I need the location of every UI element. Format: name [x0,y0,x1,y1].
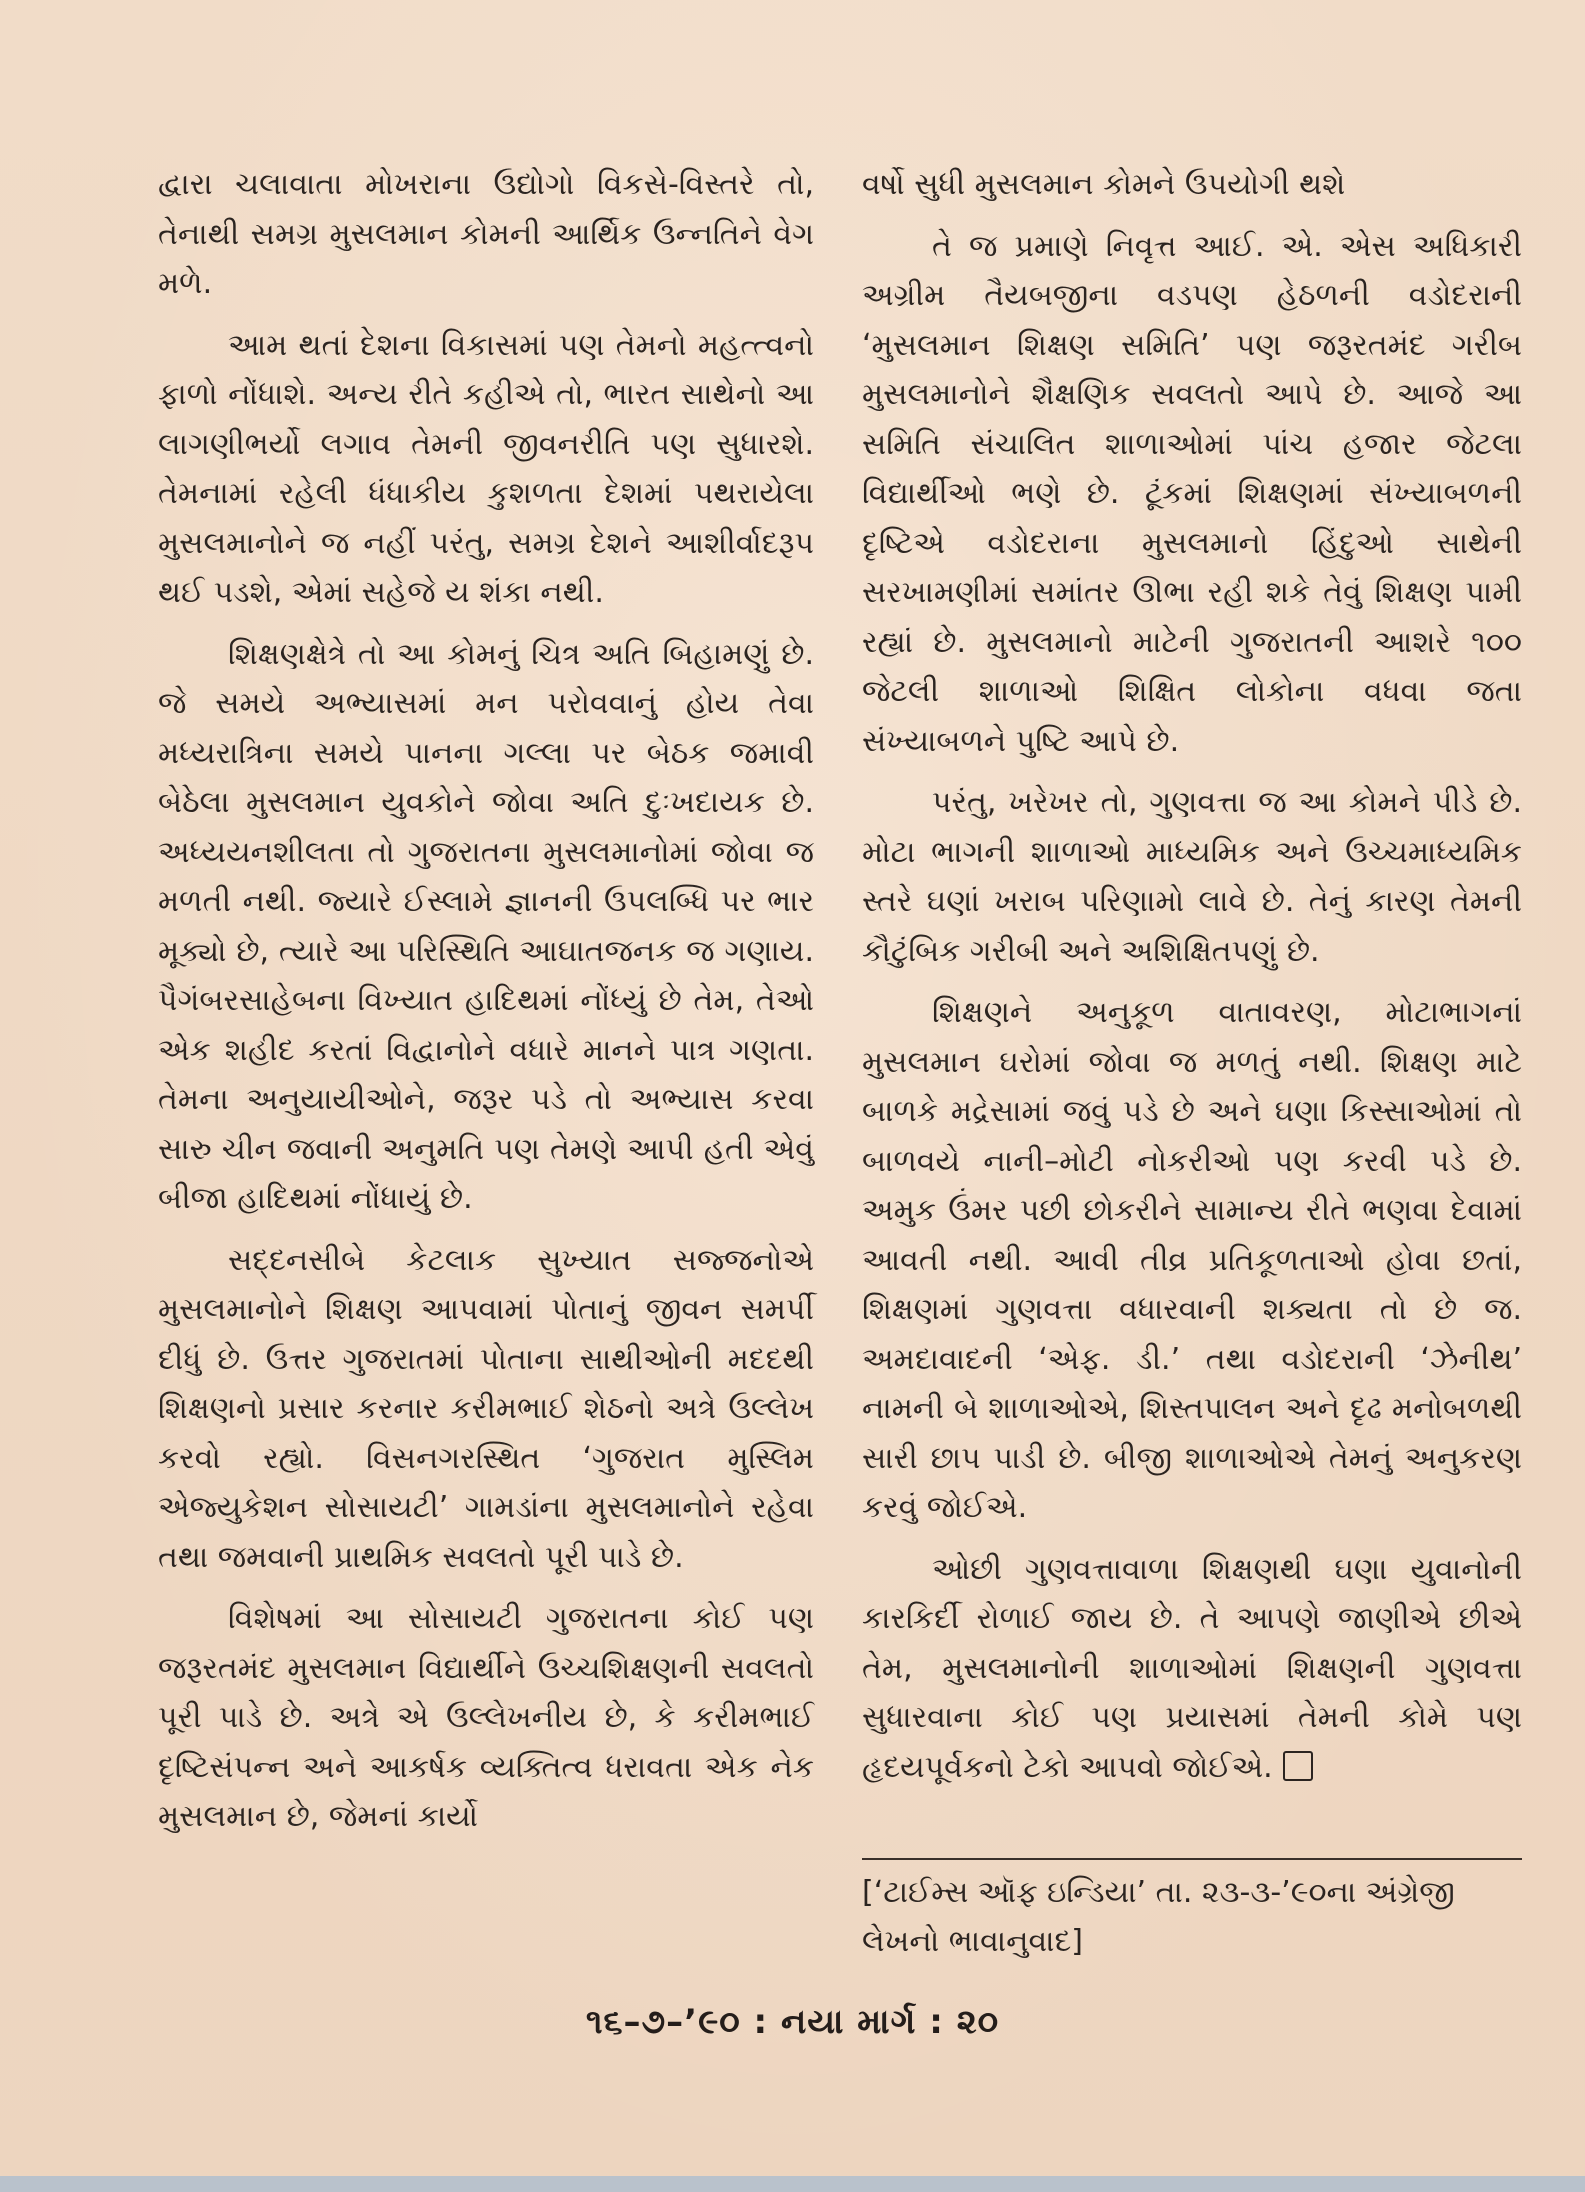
paragraph: શિક્ષણને અનુકૂળ વાતાવરણ, મોટાભાગનાં મુસલમાન ઘરોમાં જોવા જ મળતું નથી. શિક્ષણ માટે બાળકે મદ્રેસામાં જવું પડે છે અને ઘણા કિસ્સાઓમાં તો બાળવયે નાની–મોટી નોકરીઓ પણ કરવી પડે છે. અમુક ઉંમર પછી છોકરીને સામાન્ય રીતે ભણવા દેવામાં આવતી નથી. આવી તીવ્ર પ્રતિકૂળતાઓ હોવા છતાં, શિક્ષણમાં ગુણવત્તા વધારવાની શક્યતા તો છે જ. અમદાવાદની ‘એફ. ડી.’ તથા વડોદરાની ‘ઝેનીથ’ નામની બે શાળાઓએ, શિસ્તપાલન અને દૃઢ મનોબળથી સારી છાપ પાડી છે. બીજી શાળાઓએ તેમનું અનુકરણ કરવું જોઈએ. [862,995,1522,1525]
last-paragraph [862,1545,1522,1793]
page-footer: ૧૬–૭–’૯૦ : નયા માર્ગ : ૨૦ [585,2002,1000,2042]
right-text-column [862,160,1522,1804]
paragraph: વિશેષમાં આ સોસાયટી ગુજરાતના કોઈ પણ જરૂરતમંદ મુસલમાન વિદ્યાર્થીને ઉચ્ચશિક્ષણની સવલતો પૂરી પાડે છે. અત્રે એ ઉલ્લેખનીય છે, કે કરીમભાઈ દૃષ્ટિસંપન્ન અને આકર્ષક વ્યક્તિત્વ ધરાવતા એક નેક મુસલમાન છે, જેમનાં કાર્યો [158,1601,815,1834]
divider-line [862,1858,1522,1860]
paragraph: આમ થતાં દેશના વિકાસમાં પણ તેમનો મહત્ત્વનો ફાળો નોંધાશે. અન્ય રીતે કહીએ તો, ભારત સાથેનો આ લાગણીભર્યો લગાવ તેમની જીવનરીતિ પણ સુધારશે. તેમનામાં રહેલી ધંધાકીય કુશળતા દેશમાં પથરાયેલા મુસલમાનોને જ નહીં પરંતુ, સમગ્ર દેશને આશીર્વાદરૂપ થઈ પડશે, એમાં સહેજે ય શંકા નથી. [158,327,814,610]
paragraph: પરંતુ, ખરેખર તો, ગુણવત્તા જ આ કોમને પીડે છે. મોટા ભાગની શાળાઓ માધ્યમિક અને ઉચ્ચમાધ્યમિક સ્તરે ઘણાં ખરાબ પરિણામો લાવે છે. તેનું કારણ તેમની કૌટુંબિક ગરીબી અને અશિક્ષિતપણું છે. [862,785,1522,969]
left-text-column [158,160,814,1854]
source-note: [‘ટાઈમ્સ ઑફ ઇન્ડિયા’ તા. ૨૩-૩-’૯૦ના અંગ્રેજી લેખનો ભાવાનુવાદ] [862,1875,1455,1959]
paragraph: શિક્ષણક્ષેત્રે તો આ કોમનું ચિત્ર અતિ બિહામણું છે. જે સમયે અભ્યાસમાં મન પરોવવાનું હોય તેવા મધ્યરાત્રિના સમયે પાનના ગલ્લા પર બેઠક જમાવી બેઠેલા મુસલમાન યુવકોને જોવા અતિ દુઃખદાયક છે. અધ્યયનશીલતા તો ગુજરાતના મુસલમાનોમાં જોવા જ મળતી નથી. જ્યારે ઈસ્લામે જ્ઞાનની ઉપલબ્ધિ પર ભાર મૂક્યો છે, ત્યારે આ પરિસ્થિતિ આઘાતજનક જ ગણાય. પૈગંબરસાહેબના વિખ્યાત હાદિથમાં નોંધ્યું છે તેમ, તેઓ એક શહીદ કરતાં વિદ્વાનોને વધારે માનને પાત્ર ગણતા. તેમના અનુયાયીઓને, જરૂર પડે તો અભ્યાસ કરવા સારુ ચીન જવાની અનુમતિ પણ તેમણે આપી હતી એવું બીજા હાદિથમાં નોંધાયું છે. [158,636,814,1216]
paragraph: વર્ષો સુધી મુસલમાન કોમને ઉપયોગી થશે [862,167,1346,202]
scan-edge [0,2176,1585,2192]
paragraph: સદ્દનસીબે કેટલાક સુખ્યાત સજ્જનોએ મુસલમાનોને શિક્ષણ આપવામાં પોતાનું જીવન સમર્પી દીધું છે. ઉત્તર ગુજરાતમાં પોતાના સાથીઓની મદદથી શિક્ષણનો પ્રસાર કરનાર કરીમભાઈ શેઠનો અત્રે ઉલ્લેખ કરવો રહ્યો. વિસનગરસ્થિત ‘ગુજરાત મુસ્લિમ એજ્યુકેશન સોસાયટી’ ગામડાંના મુસલમાનોને રહેવા તથા જમવાની પ્રાથમિક સવલતો પૂરી પાડે છે. [158,1242,814,1575]
end-of-article-icon [1283,1751,1313,1781]
paragraph: તે જ પ્રમાણે નિવૃત્ત આઈ. એ. એસ અધિકારી અગ્રીમ તૈયબજીના વડપણ હેઠળની વડોદરાની ‘મુસલમાન શિક્ષણ સમિતિ’ પણ જરૂરતમંદ ગરીબ મુસલમાનોને શૈક્ષણિક સવલતો આપે છે. આજે આ સમિતિ સંચાલિત શાળાઓમાં પાંચ હજાર જેટલા વિદ્યાર્થીઓ ભણે છે. ટૂંકમાં શિક્ષણમાં સંખ્યાબળની દૃષ્ટિએ વડોદરાના મુસલમાનો હિંદુઓ સાથેની સરખામણીમાં સમાંતર ઊભા રહી શકે તેવું શિક્ષણ પામી રહ્યાં છે. મુસલમાનો માટેની ગુજરાતની આશરે ૧૦૦ જેટલી શાળાઓ શિક્ષિત લોકોના વધવા જતા સંખ્યાબળને પુષ્ટિ આપે છે. [862,228,1522,759]
paragraph: દ્વારા ચલાવાતા મોખરાના ઉદ્યોગો વિકસે-વિસ્તરે તો, તેનાથી સમગ્ર મુસલમાન કોમની આર્થિક ઉન્નતિને વેગ મળે. [158,167,814,301]
paragraph-text: ઓછી ગુણવત્તાવાળા શિક્ષણથી ઘણા યુવાનોની કારકિર્દી રોળાઈ જાય છે. તે આપણે જાણીએ છીએ તેમ, મુસલમાનોની શાળાઓમાં શિક્ષણની ગુણવત્તા સુધારવાના કોઈ પણ પ્રયાસમાં તેમની કોમે પણ હૃદયપૂર્વકનો ટેકો આપવો જોઈએ. [862,1551,1522,1785]
